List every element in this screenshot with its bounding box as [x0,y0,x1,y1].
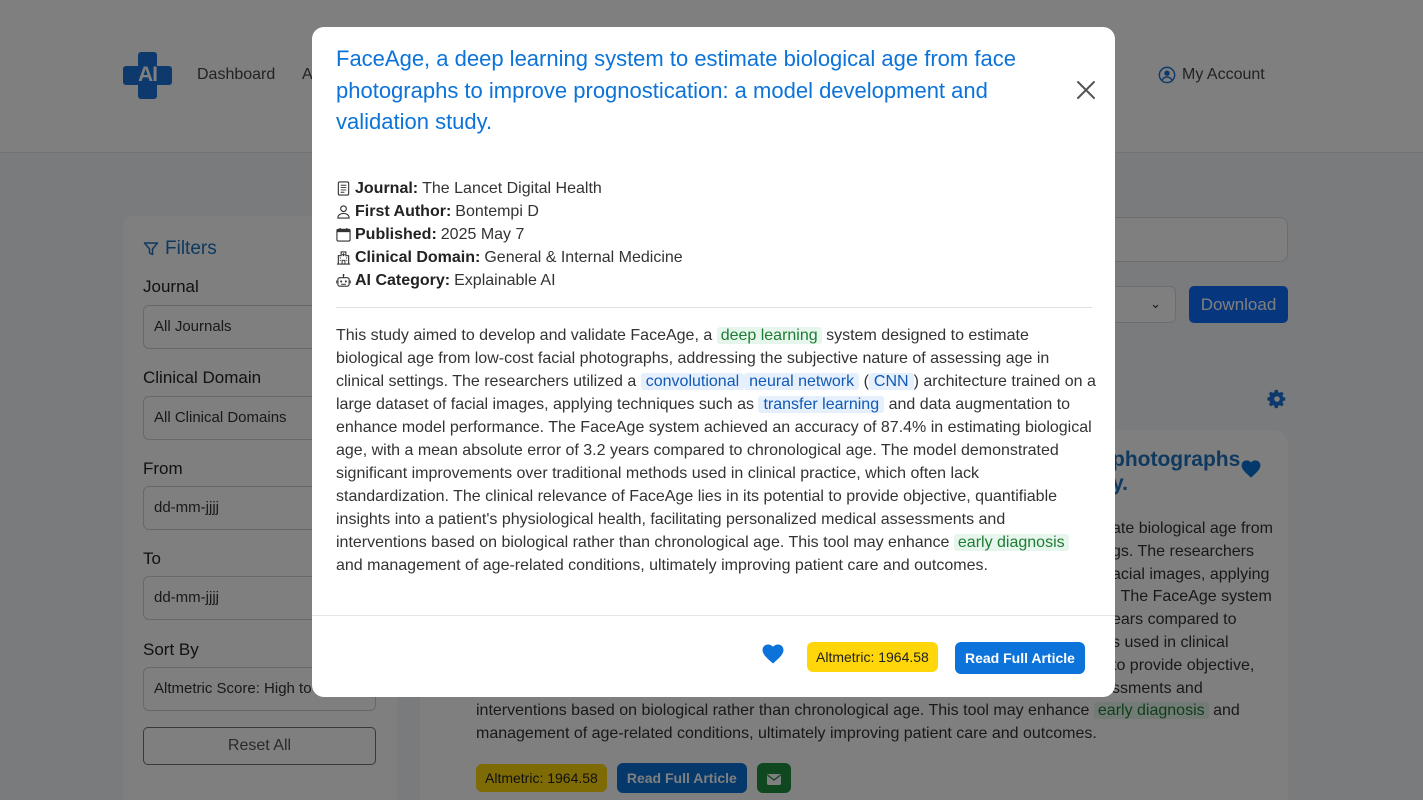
abstract-text: and management of age-related conditions, ultimately improving patient care and outcomes. [336,557,988,574]
article-modal [312,27,1115,697]
keyword-tag[interactable]: early diagnosis [954,534,1069,551]
meta-published [336,223,683,246]
favorite-heart-icon[interactable] [762,644,784,664]
person-icon [336,204,351,219]
altmetric-badge: Altmetric: 1964.58 [807,642,938,672]
meta-category-value: Explainable AI [454,272,556,289]
hospital-icon [336,250,351,265]
meta-author-value: Bontempi D [455,203,539,220]
meta-journal-value: The Lancet Digital Health [422,180,602,197]
abstract-text: ( [863,373,869,390]
modal-title: FaceAge, a deep learning system to estimate biological age from face photographs to improve prognostication: a model development and validation study. [336,46,1016,134]
calendar-icon [336,227,351,242]
abstract-text: ) architecture trained on a large dataset of facial images, applying techniques such as [336,373,1096,413]
meta-domain-label: Clinical Domain: [355,249,481,266]
modal-abstract [336,324,1096,577]
meta-journal [336,177,683,200]
meta-category-label: AI Category: [355,272,451,289]
meta-domain-value: General & Internal Medicine [484,249,683,266]
robot-icon [336,273,351,288]
abstract-text: and data augmentation to enhance model performance. The FaceAge system achieved an accuracy of 87.4% in estimating biological age, with a mean absolute error of 3.2 years compared to chronological age. The model demonstrated significant improvements over traditional methods used in clinical practice, which often lack standardization. The clinical relevance of FaceAge lies in its potential to provide objective, quantifiable insights into a patient's physiological health, facilitating personalized medical assessments and interventions based on biological rather than chronological age. This tool may enhance [336,396,1092,551]
keyword-tag[interactable]: convolutional [641,373,744,390]
modal-footer [312,615,1115,697]
keyword-tag[interactable]: CNN [869,373,914,390]
meta-category [336,269,683,292]
meta-author-label: First Author: [355,203,452,220]
keyword-tag[interactable]: neural network [744,373,859,390]
meta-author [336,200,683,223]
meta-domain [336,246,683,269]
keyword-tag[interactable]: deep learning [717,327,822,344]
article-metadata [336,177,683,292]
divider [336,307,1092,308]
close-icon[interactable] [1076,80,1096,100]
meta-published-label: Published: [355,226,437,243]
keyword-tag[interactable]: transfer learning [758,396,884,413]
meta-published-value: 2025 May 7 [440,226,525,243]
abstract-text: This study aimed to develop and validate FaceAge, a [336,327,713,344]
abstract-text: system designed to estimate biological age from low-cost facial photographs, addressing the subjective nature of assessing age in clinical settings. The researchers utilized a [336,327,1050,390]
meta-journal-label: Journal: [355,180,419,197]
read-full-article-button[interactable]: Read Full Article [955,642,1085,674]
journal-icon [336,181,351,196]
